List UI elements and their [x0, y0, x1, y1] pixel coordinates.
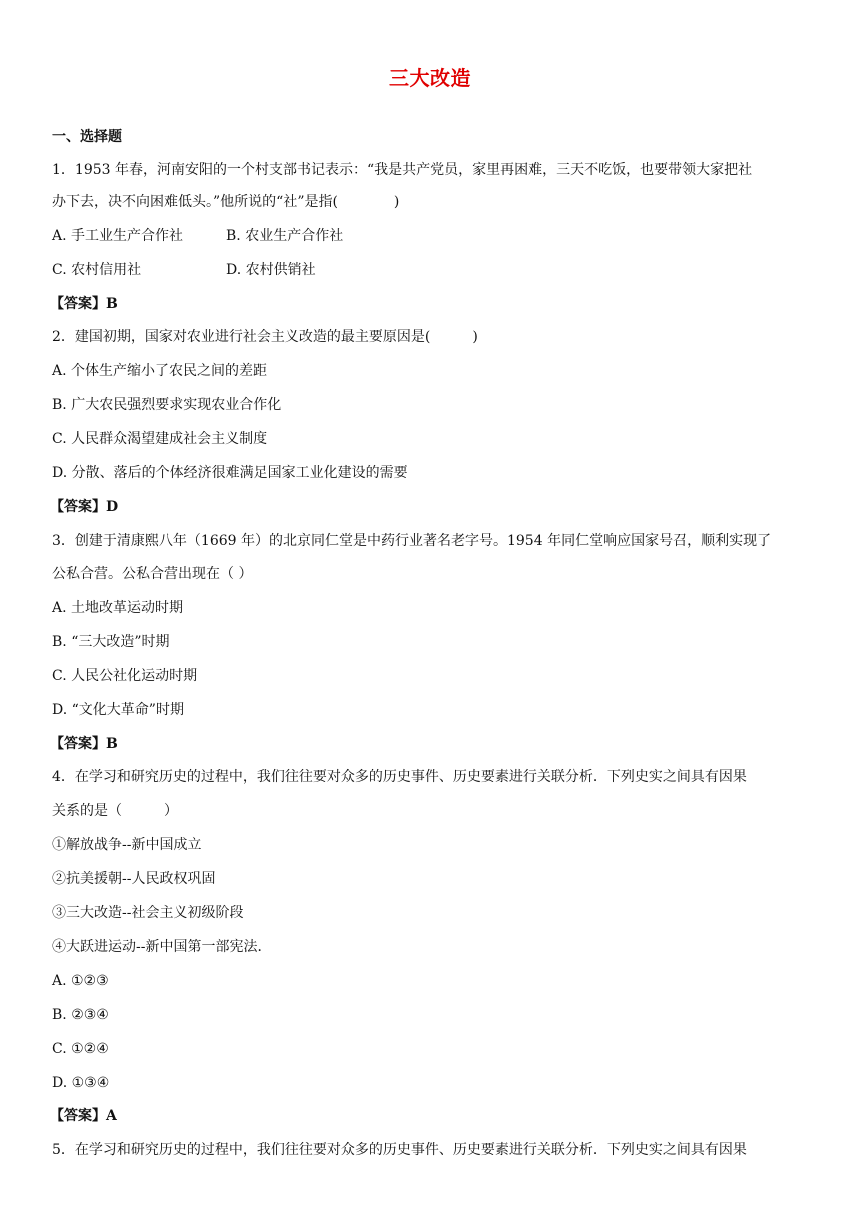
q5-stem-line1: 5．在学习和研究历史的过程中，我们往往要对众多的历史事件、历史要素进行关联分析．下列史实之间具有因果 — [52, 1142, 747, 1158]
page-title: 三大改造 — [389, 66, 471, 90]
q3-option-c: C. 人民公社化运动时期 — [52, 668, 198, 684]
q3-stem-line2: 公私合营。公私合营出现在（ ） — [52, 566, 253, 582]
section-heading: 一、选择题 — [52, 129, 122, 145]
q2-option-a: A. 个体生产缩小了农民之间的差距 — [52, 363, 268, 379]
q1-answer: 【答案】B — [50, 296, 118, 312]
q3-option-a: A. 土地改革运动时期 — [52, 600, 184, 616]
q4-answer: 【答案】A — [50, 1108, 117, 1124]
q4-statement-3: ③三大改造--社会主义初级阶段 — [52, 905, 244, 921]
q2-option-b: B. 广大农民强烈要求实现农业合作化 — [52, 397, 282, 413]
q3-stem-line1: 3．创建于清康熙八年（1669 年）的北京同仁堂是中药行业著名老字号。1954 年同仁堂响应国家号召，顺利实现了 — [52, 533, 772, 549]
q2-option-d: D. 分散、落后的个体经济很难满足国家工业化建设的需要 — [52, 465, 408, 481]
q4-statement-1: ①解放战争--新中国成立 — [52, 837, 202, 853]
q1-option-d: D. 农村供销社 — [226, 262, 316, 278]
q4-option-c: C. ①②④ — [52, 1041, 109, 1057]
q2-answer: 【答案】D — [50, 499, 119, 515]
q2-option-c: C. 人民群众渴望建成社会主义制度 — [52, 431, 268, 447]
q1-stem-line2: 办下去，决不向困难低头。”他所说的“社”是指( ) — [52, 194, 400, 210]
q4-option-b: B. ②③④ — [52, 1007, 109, 1023]
q3-option-b: B. “三大改造”时期 — [52, 634, 170, 650]
q2-stem-line1: 2．建国初期，国家对农业进行社会主义改造的最主要原因是( ) — [52, 329, 478, 345]
q1-option-c: C. 农村信用社 — [52, 262, 142, 278]
q4-stem-line1: 4．在学习和研究历史的过程中，我们往往要对众多的历史事件、历史要素进行关联分析．下列史实之间具有因果 — [52, 769, 747, 785]
q4-statement-2: ②抗美援朝--人民政权巩固 — [52, 871, 216, 887]
q4-option-d: D. ①③④ — [52, 1075, 110, 1091]
q1-option-a: A. 手工业生产合作社 — [52, 228, 184, 244]
q4-stem-line2: 关系的是（ ） — [52, 803, 178, 819]
q1-stem-line1: 1．1953 年春，河南安阳的一个村支部书记表示：“我是共产党员，家里再困难，三天不吃饭，也要带领大家把社 — [52, 162, 753, 178]
q4-statement-4: ④大跃进运动--新中国第一部宪法． — [52, 939, 272, 955]
q3-option-d: D. “文化大革命”时期 — [52, 702, 184, 718]
q4-option-a: A. ①②③ — [52, 973, 109, 989]
q3-answer: 【答案】B — [50, 736, 118, 752]
q1-option-b: B. 农业生产合作社 — [226, 228, 344, 244]
